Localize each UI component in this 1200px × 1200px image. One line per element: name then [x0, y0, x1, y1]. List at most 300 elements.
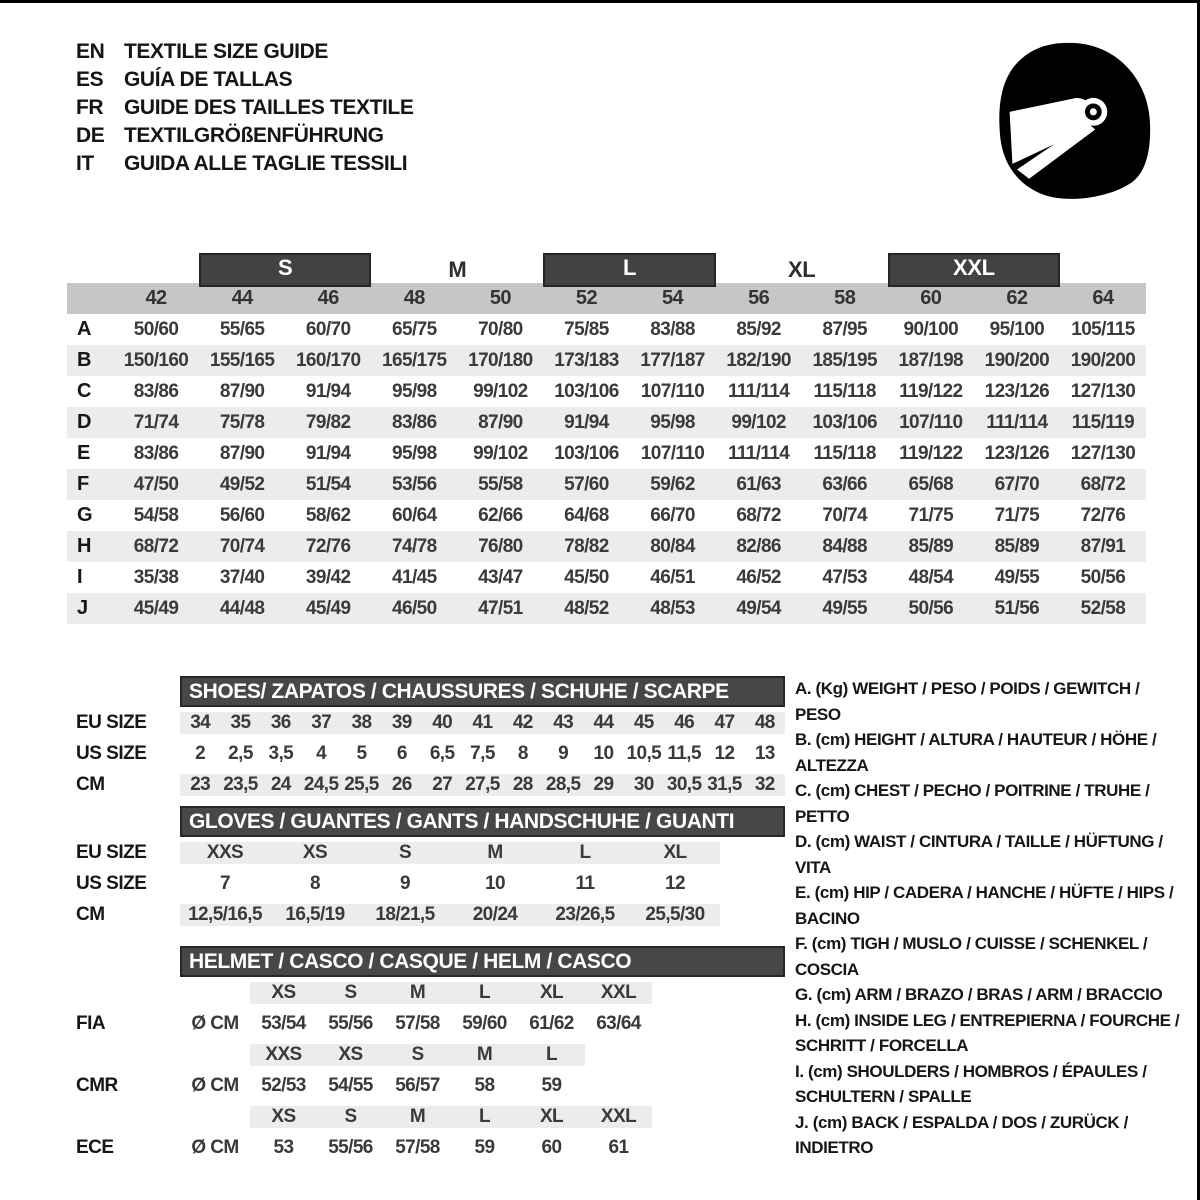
helmet-sizes-row-CMR	[60, 1039, 785, 1070]
gloves-cm-row	[60, 899, 785, 930]
legend-unit: (Kg)	[815, 679, 848, 698]
shoes-cm-cell: 32	[745, 774, 785, 796]
size-value-cell: 123/126	[984, 380, 1050, 402]
size-value-cell: 46/52	[736, 566, 781, 588]
shoes-eu-cell: 48	[745, 712, 785, 734]
size-group-L: L	[543, 253, 715, 287]
size-value-cell: 72/76	[305, 535, 351, 557]
helmet-value-cell: 61/62	[529, 1012, 574, 1034]
size-value-cell: 70/74	[822, 504, 867, 526]
helmet-title-bar: HELMET / CASCO / CASQUE / HELM / CASCO	[180, 946, 785, 977]
helmet-value-cell: 59	[474, 1136, 495, 1158]
legend-item-C	[795, 778, 1187, 829]
size-value-cell: 83/88	[650, 318, 695, 340]
measurement-row-C	[67, 376, 1146, 407]
size-column-header: 56	[748, 287, 770, 309]
shoes-us-cell: 8	[517, 742, 528, 764]
gloves-cm-cell: 12,5/16,5	[180, 904, 270, 926]
row-label: G	[77, 504, 93, 526]
standard-label: CMR	[76, 1074, 118, 1096]
shoes-eu-cell: 35	[220, 712, 260, 734]
helmet-size-header: XS	[317, 1044, 384, 1066]
legend-text: BACK / ESPALDA / DOS / ZURÜCK / INDIETRO	[795, 1112, 1128, 1157]
size-value-cell: 85/89	[908, 535, 954, 557]
shoes-eu-cell: 38	[341, 712, 381, 734]
size-value-cell: 71/75	[908, 504, 954, 526]
size-column-header: 58	[834, 287, 856, 309]
size-value-cell: 75/78	[219, 411, 265, 433]
size-value-cell: 47/51	[478, 597, 523, 619]
shoes-us-cell: 6,5	[429, 742, 455, 764]
size-value-cell: 55/58	[478, 473, 523, 495]
helmet-title-row	[60, 946, 785, 977]
shoes-eu-cell: 45	[624, 712, 664, 734]
legend-key: A.	[795, 679, 812, 698]
size-value-cell: 173/183	[554, 349, 619, 371]
shoes-eu-cell: 41	[462, 712, 502, 734]
size-value-cell: 80/84	[650, 535, 695, 557]
shoes-eu-cell: 40	[422, 712, 462, 734]
size-value-cell: 90/100	[903, 318, 959, 340]
size-value-cell: 165/175	[382, 349, 447, 371]
standard-label: ECE	[76, 1136, 114, 1158]
textile-size-table	[67, 253, 1146, 624]
size-value-cell: 57/60	[564, 473, 609, 495]
size-value-cell: 35/38	[133, 566, 179, 588]
helmet-size-header: XXL	[585, 982, 652, 1004]
language-title: GUIDA ALLE TAGLIE TESSILI	[124, 152, 408, 175]
shoes-eu-cell: 43	[543, 712, 583, 734]
shoes-us-cell: 4	[316, 742, 327, 764]
shoes-cm-cell: 24	[261, 774, 301, 796]
helmet-size-table	[60, 946, 785, 1163]
shoes-cm-cell: 25,5	[341, 774, 381, 796]
shoes-us-cell: 6	[396, 742, 407, 764]
size-value-cell: 47/53	[822, 566, 867, 588]
shoes-us-row	[60, 738, 785, 769]
legend-text: HIP / CADERA / HANCHE / HÜFTE / HIPS / BACINO	[795, 883, 1174, 928]
language-title: TEXTILGRÖßENFÜHRUNG	[124, 124, 384, 147]
size-value-cell: 75/85	[564, 318, 609, 340]
size-value-cell: 43/47	[478, 566, 523, 588]
gloves-us-cell: 12	[665, 872, 685, 894]
size-column-header: 60	[920, 287, 942, 309]
gloves-title-bar: GLOVES / GUANTES / GANTS / HANDSCHUHE / GUANTI	[180, 806, 785, 837]
row-label: H	[77, 535, 91, 557]
helmet-size-header: L	[518, 1044, 585, 1066]
size-value-cell: 103/106	[554, 380, 619, 402]
row-label: US SIZE	[76, 872, 147, 894]
language-item	[76, 66, 413, 94]
measurement-row-E	[67, 438, 1146, 469]
size-value-cell: 155/165	[209, 349, 275, 371]
size-value-cell: 185/195	[812, 349, 877, 371]
size-column-header: 44	[231, 287, 253, 309]
size-value-cell: 64/68	[564, 504, 609, 526]
size-value-cell: 65/68	[908, 473, 954, 495]
helmet-size-header: S	[384, 1044, 451, 1066]
shoes-eu-cell: 47	[704, 712, 744, 734]
shoes-eu-cell: 44	[583, 712, 623, 734]
shoes-us-cell: 9	[558, 742, 569, 764]
size-value-cell: 85/89	[994, 535, 1040, 557]
shoes-us-cell: 2	[195, 742, 206, 764]
language-title: GUIDE DES TAILLES TEXTILE	[124, 96, 414, 119]
gloves-eu-cell: M	[450, 842, 540, 864]
row-label: E	[77, 442, 90, 464]
size-value-cell: 59/62	[650, 473, 695, 495]
shoes-cm-cell: 30	[624, 774, 664, 796]
shoes-us-cell: 5	[356, 742, 367, 764]
size-value-cell: 71/75	[994, 504, 1040, 526]
size-value-cell: 123/126	[984, 442, 1050, 464]
helmet-size-header: XS	[250, 1106, 317, 1128]
measurement-row-G	[67, 500, 1146, 531]
legend-text: ARM / BRAZO / BRAS / ARM / BRACCIO	[854, 985, 1163, 1004]
language-title: GUÍA DE TALLAS	[124, 68, 293, 91]
row-label: CM	[76, 773, 105, 795]
helmet-size-header: XL	[518, 982, 585, 1004]
measurement-row-F	[67, 469, 1146, 500]
size-value-cell: 87/90	[219, 442, 265, 464]
shoes-eu-cell: 39	[382, 712, 422, 734]
helmet-value-cell: 53	[273, 1136, 294, 1158]
size-value-cell: 115/119	[1071, 411, 1135, 433]
row-label: F	[77, 473, 89, 495]
legend-unit: (cm)	[811, 934, 847, 953]
size-value-cell: 127/130	[1070, 380, 1136, 402]
size-value-cell: 160/170	[295, 349, 361, 371]
helmet-size-header: M	[384, 1106, 451, 1128]
size-value-cell: 78/82	[564, 535, 609, 557]
size-value-cell: 53/56	[392, 473, 437, 495]
size-value-cell: 65/75	[392, 318, 437, 340]
size-value-cell: 49/52	[219, 473, 265, 495]
gloves-title-row	[60, 806, 785, 837]
shoes-cm-cell: 26	[382, 774, 422, 796]
diameter-unit-label: Ø CM	[191, 1136, 239, 1158]
language-item	[76, 94, 413, 122]
legend-text: WAIST / CINTURA / TAILLE / HÜFTUNG / VITA	[795, 832, 1163, 877]
gloves-us-cell: 10	[485, 872, 505, 894]
size-value-cell: 48/52	[564, 597, 609, 619]
legend-item-I	[795, 1059, 1187, 1110]
shoes-title-bar: SHOES/ ZAPATOS / CHAUSSURES / SCHUHE / SCARPE	[180, 676, 785, 707]
legend-text: SHOULDERS / HOMBROS / ÉPAULES / SCHULTERN / SPALLE	[795, 1061, 1147, 1106]
size-value-cell: 46/51	[650, 566, 695, 588]
diameter-unit-label: Ø CM	[191, 1012, 239, 1034]
gloves-eu-row	[60, 837, 785, 868]
size-value-cell: 83/86	[133, 442, 179, 464]
row-label: EU SIZE	[76, 841, 147, 863]
size-value-cell: 54/58	[133, 504, 179, 526]
legend-key: C.	[795, 781, 812, 800]
top-border-line	[0, 0, 1200, 3]
shoes-us-cell: 10,5	[626, 742, 662, 764]
shoes-cm-cell: 28,5	[543, 774, 583, 796]
language-code: DE	[76, 124, 105, 147]
row-label: I	[77, 566, 83, 588]
size-value-cell: 62/66	[478, 504, 523, 526]
helmet-value-cell: 53/54	[261, 1012, 306, 1034]
size-value-cell: 85/92	[736, 318, 781, 340]
helmet-size-header: L	[451, 982, 518, 1004]
size-value-cell: 63/66	[822, 473, 867, 495]
size-value-cell: 56/60	[219, 504, 265, 526]
racing-helmet-icon	[978, 30, 1164, 216]
shoes-eu-cell: 34	[180, 712, 220, 734]
size-value-cell: 44/48	[219, 597, 265, 619]
legend-unit: (cm)	[816, 985, 851, 1004]
gloves-us-cell: 9	[400, 872, 410, 894]
size-value-cell: 83/86	[133, 380, 179, 402]
legend-item-H	[795, 1008, 1187, 1059]
shoes-cm-cell: 23	[180, 774, 220, 796]
size-value-cell: 107/110	[640, 442, 705, 464]
size-value-cell: 49/55	[994, 566, 1040, 588]
size-value-cell: 95/98	[392, 380, 437, 402]
gloves-size-table	[60, 806, 785, 930]
helmet-size-header: M	[384, 982, 451, 1004]
legend-text: WEIGHT / PESO / POIDS / GEWITCH / PESO	[795, 679, 1140, 724]
legend-item-G	[795, 982, 1187, 1008]
size-value-cell: 111/114	[727, 380, 790, 402]
size-value-cell: 74/78	[392, 535, 437, 557]
shoes-us-cell: 11,5	[667, 742, 701, 764]
size-column-header: 54	[662, 287, 684, 309]
gloves-eu-cell: XL	[630, 842, 720, 864]
row-label: A	[77, 318, 91, 340]
size-value-cell: 87/90	[219, 380, 265, 402]
size-value-cell: 91/94	[305, 380, 351, 402]
gloves-eu-cell: XS	[270, 842, 360, 864]
helmet-value-cell: 58	[474, 1074, 495, 1096]
size-value-cell: 55/65	[219, 318, 265, 340]
size-value-cell: 95/98	[650, 411, 695, 433]
language-code: FR	[76, 96, 104, 119]
row-label: C	[77, 380, 91, 402]
size-value-cell: 45/49	[305, 597, 351, 619]
size-value-cell: 115/118	[813, 380, 876, 402]
standard-label: FIA	[76, 1012, 106, 1034]
gloves-eu-cell: XXS	[180, 842, 270, 864]
shoes-us-cell: 7,5	[470, 742, 495, 764]
shoes-cm-cell: 29	[583, 774, 623, 796]
gloves-eu-cell: L	[540, 842, 630, 864]
size-group-S: S	[199, 253, 371, 287]
size-value-cell: 48/53	[650, 597, 695, 619]
legend-key: J.	[795, 1112, 809, 1132]
size-value-cell: 187/198	[898, 349, 964, 371]
legend-item-A	[795, 676, 1187, 727]
size-value-cell: 67/70	[994, 473, 1040, 495]
size-value-cell: 39/42	[305, 566, 351, 588]
size-value-cell: 47/50	[133, 473, 179, 495]
helmet-values-row-CMR	[60, 1070, 785, 1101]
shoes-eu-cell: 42	[503, 712, 543, 734]
size-value-cell: 83/86	[392, 411, 437, 433]
helmet-value-cell: 57/58	[395, 1012, 440, 1034]
size-value-cell: 150/160	[123, 349, 189, 371]
size-value-cell: 48/54	[908, 566, 954, 588]
shoes-cm-cell: 30,5	[664, 774, 704, 796]
legend-key: H.	[795, 1010, 812, 1030]
size-value-cell: 45/49	[133, 597, 179, 619]
legend-item-J	[795, 1110, 1187, 1161]
size-number-header-row	[67, 283, 1146, 314]
measurement-row-I	[67, 562, 1146, 593]
shoes-cm-cell: 23,5	[220, 774, 260, 796]
row-label: CM	[76, 903, 105, 925]
size-column-header: 64	[1092, 287, 1114, 309]
size-value-cell: 190/200	[1070, 349, 1136, 371]
size-value-cell: 60/64	[392, 504, 437, 526]
helmet-value-cell: 55/56	[328, 1136, 373, 1158]
shoes-size-table	[60, 676, 785, 800]
legend-key: I.	[795, 1061, 804, 1081]
size-value-cell: 68/72	[736, 504, 781, 526]
size-value-cell: 41/45	[392, 566, 437, 588]
language-title: TEXTILE SIZE GUIDE	[124, 40, 328, 63]
legend-key: B.	[795, 730, 812, 749]
size-group-M: M	[448, 257, 467, 282]
helmet-size-header: M	[451, 1044, 518, 1066]
legend-unit: (cm)	[815, 730, 850, 749]
size-value-cell: 119/122	[899, 380, 963, 402]
size-value-cell: 115/118	[813, 442, 876, 464]
gloves-cm-cell: 20/24	[450, 904, 540, 926]
legend-unit: (cm)	[815, 781, 850, 800]
shoes-us-cell: 12	[714, 742, 735, 764]
size-value-cell: 119/122	[899, 442, 963, 464]
language-item	[76, 38, 413, 66]
shoes-us-cell: 13	[754, 742, 775, 764]
row-label: D	[77, 411, 91, 433]
shoes-eu-row	[60, 707, 785, 738]
size-value-cell: 99/102	[731, 411, 786, 433]
row-label: B	[77, 349, 91, 371]
size-value-cell: 66/70	[650, 504, 695, 526]
size-column-header: 50	[489, 287, 511, 309]
diameter-unit-label: Ø CM	[191, 1074, 239, 1096]
legend-item-D	[795, 829, 1187, 880]
size-column-header: 48	[403, 287, 425, 309]
size-value-cell: 70/74	[219, 535, 265, 557]
size-value-cell: 105/115	[1071, 318, 1135, 340]
helmet-value-cell: 56/57	[395, 1074, 440, 1096]
size-value-cell: 190/200	[984, 349, 1050, 371]
helmet-value-cell: 61	[608, 1136, 629, 1158]
size-value-cell: 87/91	[1080, 535, 1126, 557]
size-value-cell: 49/54	[736, 597, 781, 619]
shoes-us-cell: 10	[593, 742, 614, 764]
helmet-value-cell: 55/56	[328, 1012, 373, 1034]
helmet-value-cell: 54/55	[328, 1074, 373, 1096]
size-value-cell: 107/110	[899, 411, 963, 433]
size-value-cell: 103/106	[554, 442, 619, 464]
shoes-eu-cell: 36	[261, 712, 301, 734]
helmet-value-cell: 59/60	[462, 1012, 507, 1034]
language-item	[76, 150, 413, 178]
size-value-cell: 61/63	[736, 473, 781, 495]
legend-item-B	[795, 727, 1187, 778]
legend-key: G.	[795, 985, 813, 1004]
legend-key: F.	[795, 934, 808, 953]
shoes-eu-cell: 37	[301, 712, 341, 734]
helmet-values-row-ECE	[60, 1132, 785, 1163]
shoes-cm-cell: 31,5	[704, 774, 744, 796]
gloves-us-row	[60, 868, 785, 899]
legend-unit: (cm)	[807, 1061, 843, 1081]
helmet-size-header: XXL	[585, 1106, 652, 1128]
shoes-cm-row	[60, 769, 785, 800]
size-column-header: 42	[145, 287, 167, 309]
measurement-row-J	[67, 593, 1146, 624]
legend-key: E.	[795, 883, 811, 902]
size-value-cell: 51/56	[994, 597, 1040, 619]
size-value-cell: 127/130	[1070, 442, 1136, 464]
size-value-cell: 70/80	[478, 318, 523, 340]
language-item	[76, 122, 413, 150]
helmet-size-header: S	[317, 1106, 384, 1128]
legend-key: D.	[795, 832, 812, 851]
gloves-cm-cell: 23/26,5	[540, 904, 630, 926]
size-value-cell: 95/98	[392, 442, 437, 464]
size-value-cell: 99/102	[473, 380, 528, 402]
helmet-sizes-row-ECE	[60, 1101, 785, 1132]
language-code: IT	[76, 152, 94, 175]
legend-text: INSIDE LEG / ENTREPIERNA / FOURCHE / SCHRITT / FORCELLA	[795, 1010, 1180, 1055]
legend-unit: (cm)	[815, 832, 850, 851]
size-value-cell: 50/60	[133, 318, 179, 340]
shoes-cm-cell: 24,5	[301, 774, 341, 796]
size-group-XL: XL	[788, 257, 816, 282]
legend-item-F	[795, 931, 1187, 982]
size-column-header: 46	[317, 287, 339, 309]
size-value-cell: 45/50	[564, 566, 609, 588]
size-value-cell: 91/94	[305, 442, 351, 464]
size-value-cell: 60/70	[305, 318, 351, 340]
size-value-cell: 84/88	[822, 535, 867, 557]
gloves-cm-cell: 18/21,5	[360, 904, 450, 926]
size-value-cell: 177/187	[640, 349, 705, 371]
size-value-cell: 58/62	[305, 504, 351, 526]
size-value-cell: 51/54	[305, 473, 351, 495]
helmet-value-cell: 60	[541, 1136, 562, 1158]
legend-item-E	[795, 880, 1187, 931]
size-value-cell: 103/106	[812, 411, 877, 433]
measurement-row-H	[67, 531, 1146, 562]
helmet-size-header: S	[317, 982, 384, 1004]
size-value-cell: 111/114	[727, 442, 790, 464]
legend-unit: (cm)	[812, 1112, 848, 1132]
gloves-eu-cell: S	[360, 842, 450, 864]
size-value-cell: 52/58	[1080, 597, 1126, 619]
row-label: EU SIZE	[76, 711, 147, 733]
size-value-cell: 68/72	[1080, 473, 1126, 495]
helmet-value-cell: 59	[541, 1074, 562, 1096]
helmet-size-header: XXS	[250, 1044, 317, 1066]
size-value-cell: 99/102	[473, 442, 528, 464]
helmet-value-cell: 52/53	[261, 1074, 306, 1096]
size-value-cell: 76/80	[478, 535, 523, 557]
helmet-sizes-row-FIA	[60, 977, 785, 1008]
language-code: ES	[76, 68, 104, 91]
size-value-cell: 87/95	[822, 318, 867, 340]
legend-text: TIGH / MUSLO / CUISSE / SCHENKEL / COSCIA	[795, 934, 1148, 979]
gloves-cm-cell: 25,5/30	[630, 904, 720, 926]
size-group-header-row	[67, 253, 1146, 283]
